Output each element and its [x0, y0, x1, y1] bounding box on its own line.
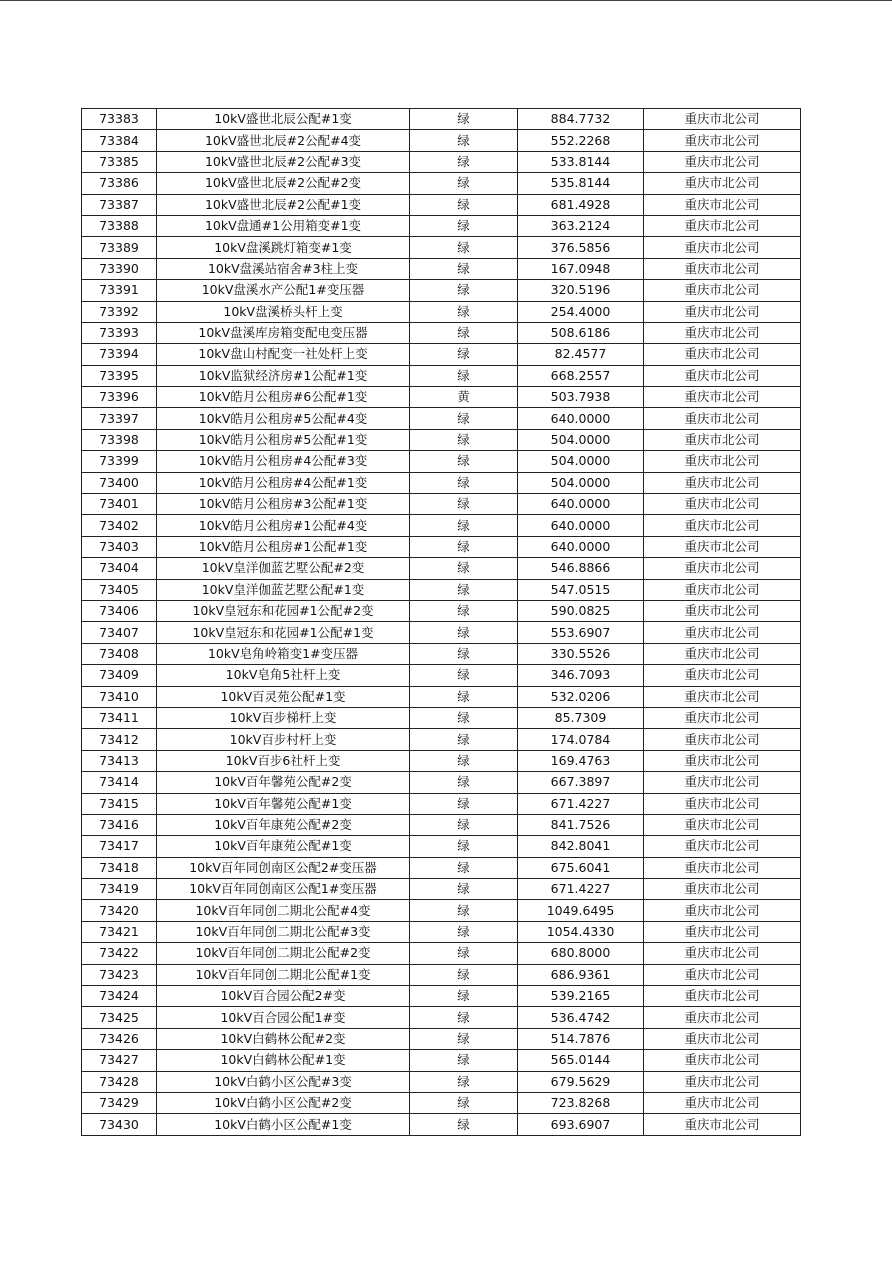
row-value-cell: 640.0000: [518, 536, 644, 557]
row-color-cell: 绿: [410, 964, 518, 985]
table-row: [82, 280, 801, 301]
row-org-cell: 重庆市北公司: [644, 579, 801, 600]
row-id-cell: 73402: [82, 515, 157, 536]
transformer-table: [81, 108, 801, 1136]
row-value-cell: 1054.4330: [518, 921, 644, 942]
row-id-cell: 73401: [82, 494, 157, 515]
row-value-cell: 503.7938: [518, 387, 644, 408]
row-id-cell: 73405: [82, 579, 157, 600]
row-org-cell: 重庆市北公司: [644, 387, 801, 408]
row-id-cell: 73397: [82, 408, 157, 429]
row-org-cell: 重庆市北公司: [644, 558, 801, 579]
table-row: [82, 857, 801, 878]
row-id-cell: 73409: [82, 665, 157, 686]
row-org-cell: 重庆市北公司: [644, 665, 801, 686]
row-value-cell: 1049.6495: [518, 900, 644, 921]
row-id-cell: 73394: [82, 344, 157, 365]
row-color-cell: 黄: [410, 387, 518, 408]
row-value-cell: 679.5629: [518, 1071, 644, 1092]
row-value-cell: 363.2124: [518, 215, 644, 236]
row-org-cell: 重庆市北公司: [644, 215, 801, 236]
row-name-cell: 10kV皓月公租房#3公配#1变: [157, 494, 410, 515]
row-name-cell: 10kV百年同创二期北公配#3变: [157, 921, 410, 942]
row-org-cell: 重庆市北公司: [644, 151, 801, 172]
row-name-cell: 10kV百年同创南区公配1#变压器: [157, 879, 410, 900]
row-org-cell: 重庆市北公司: [644, 472, 801, 493]
table-row: [82, 665, 801, 686]
table-row: [82, 836, 801, 857]
row-org-cell: 重庆市北公司: [644, 237, 801, 258]
row-id-cell: 73395: [82, 365, 157, 386]
row-org-cell: 重庆市北公司: [644, 707, 801, 728]
row-org-cell: 重庆市北公司: [644, 494, 801, 515]
row-color-cell: 绿: [410, 793, 518, 814]
table-row: [82, 772, 801, 793]
row-name-cell: 10kV皓月公租房#4公配#1变: [157, 472, 410, 493]
row-id-cell: 73429: [82, 1092, 157, 1113]
page-top-rule: [0, 0, 892, 1]
row-color-cell: 绿: [410, 215, 518, 236]
row-value-cell: 514.7876: [518, 1028, 644, 1049]
row-color-cell: 绿: [410, 686, 518, 707]
row-org-cell: 重庆市北公司: [644, 900, 801, 921]
table-row: [82, 643, 801, 664]
table-row: [82, 258, 801, 279]
row-name-cell: 10kV白鹤林公配#2变: [157, 1028, 410, 1049]
row-name-cell: 10kV白鹤小区公配#2变: [157, 1092, 410, 1113]
row-color-cell: 绿: [410, 579, 518, 600]
row-name-cell: 10kV百年康苑公配#1变: [157, 836, 410, 857]
row-org-cell: 重庆市北公司: [644, 1114, 801, 1135]
table-row: [82, 387, 801, 408]
row-value-cell: 841.7526: [518, 814, 644, 835]
row-value-cell: 536.4742: [518, 1007, 644, 1028]
row-org-cell: 重庆市北公司: [644, 643, 801, 664]
table-row: [82, 686, 801, 707]
table-row: [82, 536, 801, 557]
row-name-cell: 10kV盛世北辰#2公配#1变: [157, 194, 410, 215]
row-value-cell: 693.6907: [518, 1114, 644, 1135]
row-color-cell: 绿: [410, 322, 518, 343]
row-id-cell: 73424: [82, 986, 157, 1007]
row-name-cell: 10kV百年馨苑公配#2变: [157, 772, 410, 793]
row-name-cell: 10kV皇洋伽蓝艺墅公配#1变: [157, 579, 410, 600]
row-name-cell: 10kV白鹤小区公配#3变: [157, 1071, 410, 1092]
row-org-cell: 重庆市北公司: [644, 686, 801, 707]
row-color-cell: 绿: [410, 836, 518, 857]
row-value-cell: 884.7732: [518, 109, 644, 130]
row-value-cell: 552.2268: [518, 130, 644, 151]
row-value-cell: 346.7093: [518, 665, 644, 686]
row-color-cell: 绿: [410, 472, 518, 493]
row-color-cell: 绿: [410, 258, 518, 279]
table-row: [82, 900, 801, 921]
table-row: [82, 472, 801, 493]
row-name-cell: 10kV盘溪水产公配1#变压器: [157, 280, 410, 301]
row-value-cell: 640.0000: [518, 515, 644, 536]
row-id-cell: 73411: [82, 707, 157, 728]
row-color-cell: 绿: [410, 1092, 518, 1113]
row-name-cell: 10kV盛世北辰#2公配#3变: [157, 151, 410, 172]
row-name-cell: 10kV百合园公配2#变: [157, 986, 410, 1007]
table-body: [82, 109, 801, 1136]
row-value-cell: 504.0000: [518, 451, 644, 472]
row-org-cell: 重庆市北公司: [644, 943, 801, 964]
row-name-cell: 10kV盛世北辰公配#1变: [157, 109, 410, 130]
row-color-cell: 绿: [410, 772, 518, 793]
row-color-cell: 绿: [410, 814, 518, 835]
row-name-cell: 10kV盘溪跳灯箱变#1变: [157, 237, 410, 258]
row-value-cell: 681.4928: [518, 194, 644, 215]
row-value-cell: 535.8144: [518, 173, 644, 194]
row-id-cell: 73418: [82, 857, 157, 878]
row-color-cell: 绿: [410, 1071, 518, 1092]
table-row: [82, 130, 801, 151]
table-row: [82, 494, 801, 515]
row-id-cell: 73383: [82, 109, 157, 130]
row-org-cell: 重庆市北公司: [644, 173, 801, 194]
row-name-cell: 10kV皓月公租房#5公配#1变: [157, 429, 410, 450]
table-row: [82, 707, 801, 728]
table-row: [82, 579, 801, 600]
row-id-cell: 73392: [82, 301, 157, 322]
row-value-cell: 590.0825: [518, 600, 644, 621]
row-name-cell: 10kV百年同创二期北公配#2变: [157, 943, 410, 964]
row-org-cell: 重庆市北公司: [644, 921, 801, 942]
row-name-cell: 10kV盘通#1公用箱变#1变: [157, 215, 410, 236]
table-row: [82, 986, 801, 1007]
row-id-cell: 73396: [82, 387, 157, 408]
row-name-cell: 10kV百步村杆上变: [157, 729, 410, 750]
table-row: [82, 322, 801, 343]
row-name-cell: 10kV百步6社杆上变: [157, 750, 410, 771]
row-value-cell: 254.4000: [518, 301, 644, 322]
row-color-cell: 绿: [410, 600, 518, 621]
row-name-cell: 10kV皓月公租房#1公配#4变: [157, 515, 410, 536]
row-org-cell: 重庆市北公司: [644, 515, 801, 536]
row-org-cell: 重庆市北公司: [644, 536, 801, 557]
row-org-cell: 重庆市北公司: [644, 1071, 801, 1092]
table-row: [82, 451, 801, 472]
row-name-cell: 10kV盛世北辰#2公配#4变: [157, 130, 410, 151]
row-name-cell: 10kV盘溪库房箱变配电变压器: [157, 322, 410, 343]
row-id-cell: 73393: [82, 322, 157, 343]
row-color-cell: 绿: [410, 151, 518, 172]
table-row: [82, 1007, 801, 1028]
table-row: [82, 921, 801, 942]
row-color-cell: 绿: [410, 943, 518, 964]
row-color-cell: 绿: [410, 494, 518, 515]
row-org-cell: 重庆市北公司: [644, 365, 801, 386]
row-name-cell: 10kV皓月公租房#5公配#4变: [157, 408, 410, 429]
row-name-cell: 10kV百年同创二期北公配#4变: [157, 900, 410, 921]
row-id-cell: 73390: [82, 258, 157, 279]
row-value-cell: 686.9361: [518, 964, 644, 985]
row-value-cell: 640.0000: [518, 494, 644, 515]
table-row: [82, 1092, 801, 1113]
row-name-cell: 10kV监狱经济房#1公配#1变: [157, 365, 410, 386]
row-color-cell: 绿: [410, 729, 518, 750]
row-id-cell: 73422: [82, 943, 157, 964]
row-id-cell: 73404: [82, 558, 157, 579]
row-org-cell: 重庆市北公司: [644, 772, 801, 793]
row-name-cell: 10kV皂角5社杆上变: [157, 665, 410, 686]
row-color-cell: 绿: [410, 194, 518, 215]
row-value-cell: 547.0515: [518, 579, 644, 600]
row-color-cell: 绿: [410, 451, 518, 472]
row-name-cell: 10kV白鹤林公配#1变: [157, 1050, 410, 1071]
row-id-cell: 73391: [82, 280, 157, 301]
row-org-cell: 重庆市北公司: [644, 1092, 801, 1113]
row-color-cell: 绿: [410, 1050, 518, 1071]
row-value-cell: 671.4227: [518, 879, 644, 900]
table-row: [82, 729, 801, 750]
table-row: [82, 151, 801, 172]
row-id-cell: 73426: [82, 1028, 157, 1049]
row-org-cell: 重庆市北公司: [644, 1028, 801, 1049]
row-value-cell: 553.6907: [518, 622, 644, 643]
row-value-cell: 82.4577: [518, 344, 644, 365]
row-id-cell: 73403: [82, 536, 157, 557]
table-row: [82, 301, 801, 322]
row-id-cell: 73398: [82, 429, 157, 450]
row-id-cell: 73406: [82, 600, 157, 621]
row-org-cell: 重庆市北公司: [644, 258, 801, 279]
row-color-cell: 绿: [410, 900, 518, 921]
row-name-cell: 10kV百年康苑公配#2变: [157, 814, 410, 835]
table-row: [82, 1071, 801, 1092]
row-id-cell: 73387: [82, 194, 157, 215]
table-row: [82, 1028, 801, 1049]
row-name-cell: 10kV百年同创二期北公配#1变: [157, 964, 410, 985]
row-value-cell: 533.8144: [518, 151, 644, 172]
row-id-cell: 73413: [82, 750, 157, 771]
row-color-cell: 绿: [410, 1007, 518, 1028]
row-name-cell: 10kV皓月公租房#1公配#1变: [157, 536, 410, 557]
row-value-cell: 675.6041: [518, 857, 644, 878]
row-color-cell: 绿: [410, 429, 518, 450]
table-row: [82, 964, 801, 985]
row-id-cell: 73410: [82, 686, 157, 707]
row-value-cell: 668.2557: [518, 365, 644, 386]
table-row: [82, 943, 801, 964]
table-row: [82, 515, 801, 536]
row-id-cell: 73400: [82, 472, 157, 493]
row-id-cell: 73414: [82, 772, 157, 793]
row-color-cell: 绿: [410, 1028, 518, 1049]
row-value-cell: 376.5856: [518, 237, 644, 258]
row-id-cell: 73430: [82, 1114, 157, 1135]
row-color-cell: 绿: [410, 515, 518, 536]
table-row: [82, 814, 801, 835]
table-row: [82, 215, 801, 236]
row-color-cell: 绿: [410, 173, 518, 194]
row-org-cell: 重庆市北公司: [644, 600, 801, 621]
row-color-cell: 绿: [410, 622, 518, 643]
row-org-cell: 重庆市北公司: [644, 429, 801, 450]
row-color-cell: 绿: [410, 408, 518, 429]
row-org-cell: 重庆市北公司: [644, 130, 801, 151]
row-id-cell: 73416: [82, 814, 157, 835]
row-color-cell: 绿: [410, 986, 518, 1007]
row-color-cell: 绿: [410, 301, 518, 322]
row-id-cell: 73428: [82, 1071, 157, 1092]
row-color-cell: 绿: [410, 130, 518, 151]
row-id-cell: 73415: [82, 793, 157, 814]
row-name-cell: 10kV盘山村配变一社处杆上变: [157, 344, 410, 365]
row-org-cell: 重庆市北公司: [644, 280, 801, 301]
row-org-cell: 重庆市北公司: [644, 344, 801, 365]
table-row: [82, 344, 801, 365]
row-value-cell: 167.0948: [518, 258, 644, 279]
row-id-cell: 73417: [82, 836, 157, 857]
row-org-cell: 重庆市北公司: [644, 408, 801, 429]
row-value-cell: 842.8041: [518, 836, 644, 857]
row-name-cell: 10kV皇洋伽蓝艺墅公配#2变: [157, 558, 410, 579]
row-name-cell: 10kV皓月公租房#6公配#1变: [157, 387, 410, 408]
row-color-cell: 绿: [410, 280, 518, 301]
row-id-cell: 73425: [82, 1007, 157, 1028]
row-value-cell: 504.0000: [518, 472, 644, 493]
row-org-cell: 重庆市北公司: [644, 1050, 801, 1071]
table-row: [82, 109, 801, 130]
row-value-cell: 330.5526: [518, 643, 644, 664]
row-color-cell: 绿: [410, 707, 518, 728]
table-row: [82, 173, 801, 194]
row-id-cell: 73420: [82, 900, 157, 921]
row-id-cell: 73385: [82, 151, 157, 172]
row-value-cell: 667.3897: [518, 772, 644, 793]
row-name-cell: 10kV盛世北辰#2公配#2变: [157, 173, 410, 194]
row-color-cell: 绿: [410, 857, 518, 878]
row-id-cell: 73423: [82, 964, 157, 985]
row-org-cell: 重庆市北公司: [644, 322, 801, 343]
row-org-cell: 重庆市北公司: [644, 964, 801, 985]
row-org-cell: 重庆市北公司: [644, 1007, 801, 1028]
row-value-cell: 546.8866: [518, 558, 644, 579]
row-org-cell: 重庆市北公司: [644, 109, 801, 130]
row-name-cell: 10kV白鹤小区公配#1变: [157, 1114, 410, 1135]
row-value-cell: 320.5196: [518, 280, 644, 301]
row-color-cell: 绿: [410, 643, 518, 664]
row-value-cell: 508.6186: [518, 322, 644, 343]
table-row: [82, 793, 801, 814]
row-id-cell: 73399: [82, 451, 157, 472]
table-row: [82, 1050, 801, 1071]
row-org-cell: 重庆市北公司: [644, 750, 801, 771]
table-row: [82, 1114, 801, 1135]
row-color-cell: 绿: [410, 750, 518, 771]
row-org-cell: 重庆市北公司: [644, 836, 801, 857]
row-org-cell: 重庆市北公司: [644, 451, 801, 472]
row-value-cell: 169.4763: [518, 750, 644, 771]
row-org-cell: 重庆市北公司: [644, 879, 801, 900]
row-name-cell: 10kV盘溪站宿舍#3柱上变: [157, 258, 410, 279]
table-row: [82, 408, 801, 429]
row-color-cell: 绿: [410, 558, 518, 579]
row-org-cell: 重庆市北公司: [644, 729, 801, 750]
row-id-cell: 73407: [82, 622, 157, 643]
row-id-cell: 73408: [82, 643, 157, 664]
row-name-cell: 10kV百合园公配1#变: [157, 1007, 410, 1028]
row-name-cell: 10kV百步梯杆上变: [157, 707, 410, 728]
row-id-cell: 73388: [82, 215, 157, 236]
row-color-cell: 绿: [410, 237, 518, 258]
row-org-cell: 重庆市北公司: [644, 622, 801, 643]
table-row: [82, 558, 801, 579]
row-name-cell: 10kV盘溪桥头杆上变: [157, 301, 410, 322]
table-row: [82, 429, 801, 450]
row-name-cell: 10kV百灵苑公配#1变: [157, 686, 410, 707]
row-color-cell: 绿: [410, 365, 518, 386]
table-row: [82, 365, 801, 386]
table-row: [82, 237, 801, 258]
row-org-cell: 重庆市北公司: [644, 301, 801, 322]
row-value-cell: 85.7309: [518, 707, 644, 728]
row-value-cell: 723.8268: [518, 1092, 644, 1113]
row-org-cell: 重庆市北公司: [644, 814, 801, 835]
row-id-cell: 73412: [82, 729, 157, 750]
row-id-cell: 73421: [82, 921, 157, 942]
row-value-cell: 565.0144: [518, 1050, 644, 1071]
row-org-cell: 重庆市北公司: [644, 857, 801, 878]
row-id-cell: 73427: [82, 1050, 157, 1071]
row-org-cell: 重庆市北公司: [644, 194, 801, 215]
table-row: [82, 750, 801, 771]
row-id-cell: 73386: [82, 173, 157, 194]
row-name-cell: 10kV皂角岭箱变1#变压器: [157, 643, 410, 664]
row-color-cell: 绿: [410, 665, 518, 686]
row-name-cell: 10kV百年同创南区公配2#变压器: [157, 857, 410, 878]
table-row: [82, 622, 801, 643]
row-id-cell: 73389: [82, 237, 157, 258]
table-row: [82, 879, 801, 900]
table-row: [82, 600, 801, 621]
row-org-cell: 重庆市北公司: [644, 986, 801, 1007]
row-id-cell: 73384: [82, 130, 157, 151]
row-color-cell: 绿: [410, 109, 518, 130]
row-name-cell: 10kV皇冠东和花园#1公配#2变: [157, 600, 410, 621]
row-color-cell: 绿: [410, 879, 518, 900]
table-row: [82, 194, 801, 215]
row-color-cell: 绿: [410, 344, 518, 365]
row-value-cell: 539.2165: [518, 986, 644, 1007]
row-name-cell: 10kV皇冠东和花园#1公配#1变: [157, 622, 410, 643]
row-color-cell: 绿: [410, 921, 518, 942]
row-name-cell: 10kV皓月公租房#4公配#3变: [157, 451, 410, 472]
row-value-cell: 174.0784: [518, 729, 644, 750]
row-value-cell: 504.0000: [518, 429, 644, 450]
row-color-cell: 绿: [410, 1114, 518, 1135]
row-name-cell: 10kV百年馨苑公配#1变: [157, 793, 410, 814]
row-value-cell: 640.0000: [518, 408, 644, 429]
row-color-cell: 绿: [410, 536, 518, 557]
row-value-cell: 680.8000: [518, 943, 644, 964]
row-org-cell: 重庆市北公司: [644, 793, 801, 814]
row-value-cell: 532.0206: [518, 686, 644, 707]
row-value-cell: 671.4227: [518, 793, 644, 814]
row-id-cell: 73419: [82, 879, 157, 900]
